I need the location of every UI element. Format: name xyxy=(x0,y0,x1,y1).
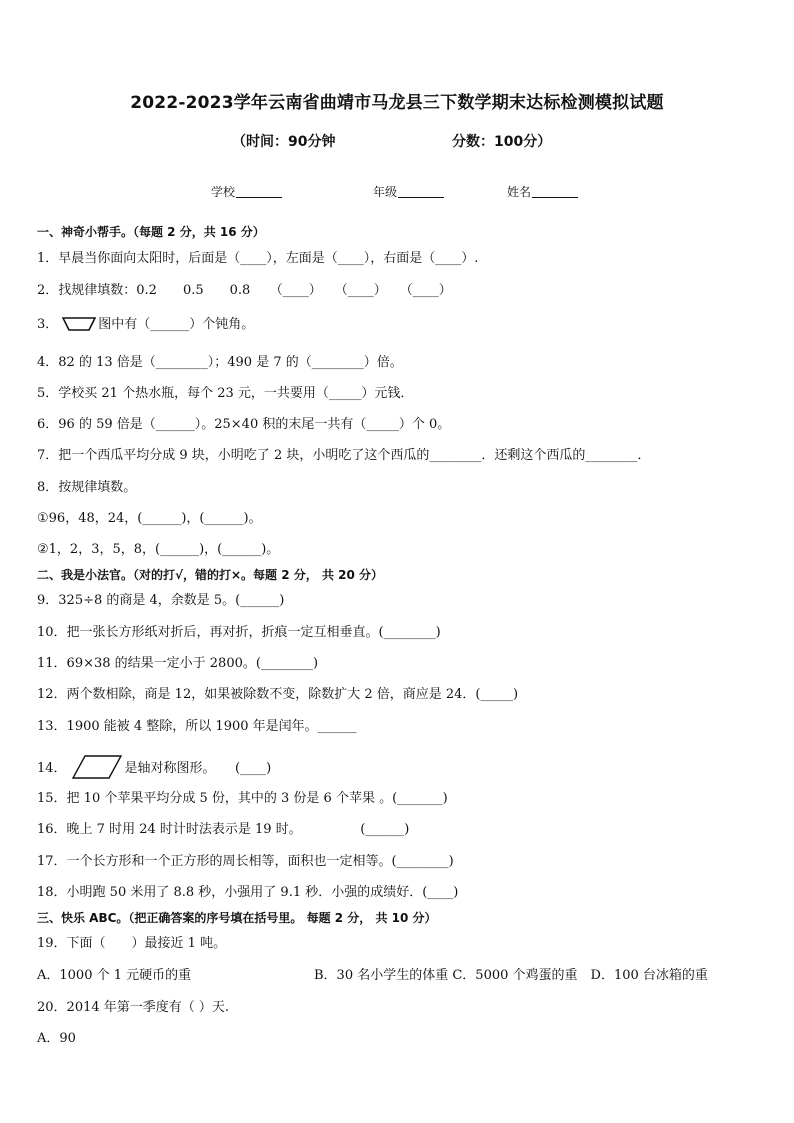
school-field[interactable] xyxy=(211,183,282,200)
question-3 xyxy=(37,316,254,334)
parallelogram-icon xyxy=(71,754,123,780)
student-info xyxy=(0,183,794,201)
question-14 xyxy=(37,754,271,780)
section-2-heading: 二、我是小法官。（对的打√，错的打×。每题 2 分， 共 20 分） xyxy=(37,568,383,582)
school-blank[interactable] xyxy=(236,185,282,198)
question-12: 12．两个数相除，商是 12，如果被除数不变，除数扩大 2 倍，商应是 24．(_____) xyxy=(37,687,519,702)
question-6: 6．96 的 59 倍是（______）。25×40 积的末尾一共有（_____）个 0。 xyxy=(37,417,451,432)
trapezoid-icon xyxy=(62,316,96,332)
question-20: 20．2014 年第一季度有（ ）天. xyxy=(37,1000,230,1015)
question-4: 4．82 的 13 倍是（________）；490 是 7 的（________）倍。 xyxy=(37,355,403,370)
name-label: 姓名 xyxy=(507,185,532,199)
question-2: 2．找规律填数：0.2 0.5 0.8 （____） （____） （____） xyxy=(37,283,452,298)
question-16: 16．晚上 7 时用 24 时计时法表示是 19 时。 (______) xyxy=(37,822,410,837)
question-19-option-a: A．1000 个 1 元硬币的重 xyxy=(37,968,192,983)
question-14-text: 是轴对称图形。 (____) xyxy=(124,761,272,776)
page-title: 2022-2023学年云南省曲靖市马龙县三下数学期末达标检测模拟试题 xyxy=(130,93,664,113)
question-8a: ①96，48，24，(______)，(______)。 xyxy=(37,511,262,526)
section-1-heading: 一、神奇小帮手。（每题 2 分，共 16 分） xyxy=(37,225,265,239)
name-blank[interactable] xyxy=(532,185,578,198)
question-7: 7．把一个西瓜平均分成 9 块，小明吃了 2 块，小明吃了这个西瓜的________．还剩这个西瓜的________． xyxy=(37,448,651,463)
question-10: 10．把一张长方形纸对折后，再对折，折痕一定互相垂直。(________) xyxy=(37,625,441,640)
question-1: 1．早晨当你面向太阳时，后面是（____），左面是（____），右面是（____）. xyxy=(37,251,479,266)
question-11: 11．69×38 的结果一定小于 2800。(________) xyxy=(37,656,319,671)
question-9: 9．325÷8 的商是 4，余数是 5。(______) xyxy=(37,593,285,608)
question-17: 17．一个长方形和一个正方形的周长相等，面积也一定相等。(________) xyxy=(37,854,454,869)
section-3-heading: 三、快乐 ABC。（把正确答案的序号填在括号里。 每题 2 分， 共 10 分） xyxy=(37,911,437,925)
grade-blank[interactable] xyxy=(398,185,444,198)
question-18: 18．小明跑 50 米用了 8.8 秒，小强用了 9.1 秒．小强的成绩好．(____) xyxy=(37,885,459,900)
question-20-option-a: A．90 xyxy=(37,1031,76,1046)
name-field[interactable] xyxy=(507,183,578,200)
question-19-options-bcd: B．30 名小学生的体重 C．5000 个鸡蛋的重 D．100 台冰箱的重 xyxy=(314,968,708,983)
exam-meta xyxy=(0,131,794,151)
question-3-text: 图中有（______）个钝角。 xyxy=(98,317,255,332)
question-8b: ②1，2，3，5，8，(______)，(______)。 xyxy=(37,542,280,557)
question-3-number: 3． xyxy=(37,317,59,332)
question-15: 15．把 10 个苹果平均分成 5 份，其中的 3 份是 6 个苹果 。(_______) xyxy=(37,791,448,806)
school-label: 学校 xyxy=(211,185,236,199)
question-13: 13．1900 能被 4 整除，所以 1900 年是闰年。______ xyxy=(37,719,357,734)
grade-field[interactable] xyxy=(373,183,444,200)
question-19: 19．下面（ ）最接近 1 吨。 xyxy=(37,936,227,951)
grade-label: 年级 xyxy=(373,185,398,199)
question-14-number: 14． xyxy=(37,761,67,776)
question-5: 5．学校买 21 个热水瓶，每个 23 元，一共要用（_____）元钱． xyxy=(37,386,414,401)
question-8: 8．按规律填数。 xyxy=(37,480,137,495)
exam-score: 分数：100分） xyxy=(452,134,552,150)
exam-time: （时间：90分钟 xyxy=(232,134,336,150)
